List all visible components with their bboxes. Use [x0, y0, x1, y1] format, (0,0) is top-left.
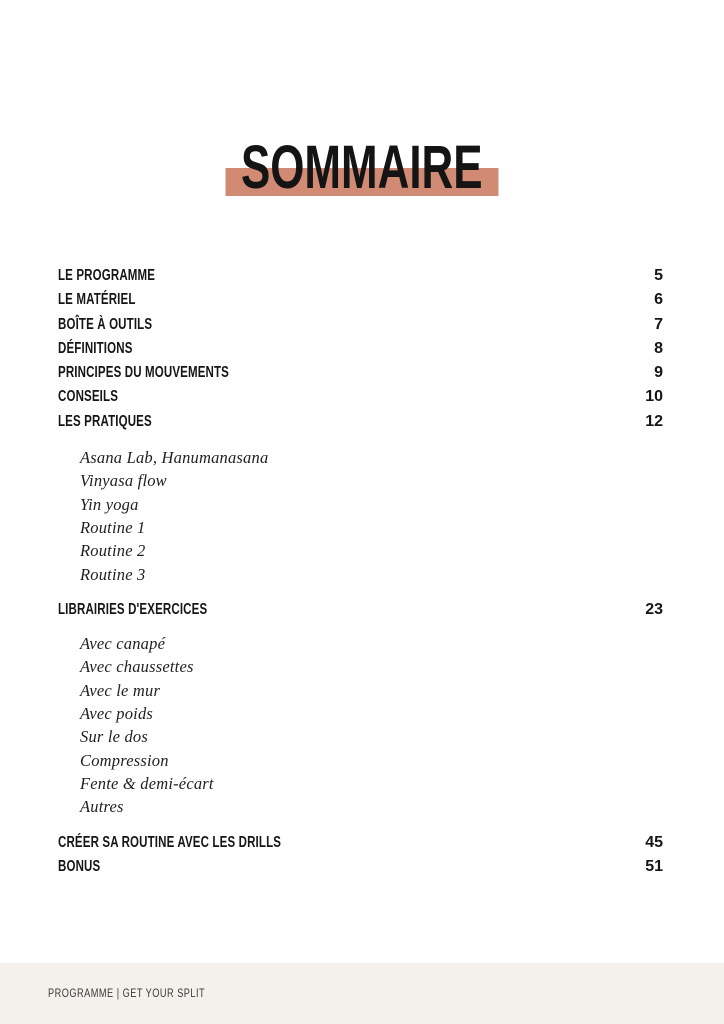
- toc-entry-le-materiel: [58, 288, 663, 312]
- toc-sub-item: Routine 1: [80, 517, 146, 537]
- toc-sub-item: Routine 2: [80, 541, 146, 561]
- toc-entry-label: LE MATÉRIEL: [58, 291, 136, 309]
- page-title: SOMMAIRE: [241, 133, 483, 201]
- toc-sub-item: Compression: [80, 750, 169, 770]
- toc-sub-item: Routine 3: [80, 564, 146, 584]
- toc-sub-item: Asana Lab, Hanumanasana: [80, 448, 269, 468]
- footer-bar: [0, 963, 724, 1024]
- toc-entry-label: BONUS: [58, 857, 101, 875]
- toc-sublist-exercices: [80, 632, 663, 818]
- toc-entry-page: 8: [654, 339, 663, 357]
- toc-sub-item: Sur le dos: [80, 727, 148, 747]
- toc-entry-label: CRÉER SA ROUTINE AVEC LES DRILLS: [58, 833, 282, 851]
- toc-entry-les-pratiques: [58, 410, 663, 434]
- toc-entry-librairies-d-exercices: [58, 598, 663, 622]
- toc-entry-page: 23: [645, 600, 663, 618]
- toc-sub-item: Avec le mur: [80, 680, 161, 700]
- toc-entry-page: 45: [645, 833, 663, 851]
- toc-entry-bonus: [58, 855, 663, 879]
- footer-text: PROGRAMME | GET YOUR SPLIT: [48, 987, 206, 1000]
- toc-sub-item: Vinyasa flow: [80, 471, 167, 491]
- toc-entry-label: LES PRATIQUES: [58, 412, 152, 430]
- toc-sub-item: Avec chaussettes: [80, 657, 194, 677]
- toc-sub-item: Avec poids: [80, 704, 154, 724]
- toc-entry-label: BOÎTE À OUTILS: [58, 315, 153, 333]
- toc-entry-label: CONSEILS: [58, 388, 119, 406]
- toc-sub-item: Avec canapé: [80, 634, 166, 654]
- toc-entry-page: 10: [645, 388, 663, 406]
- toc-entry-page: 6: [654, 291, 663, 309]
- toc-entry-conseils: [58, 385, 663, 409]
- toc-entry-page: 5: [654, 267, 663, 284]
- toc-sub-item: Yin yoga: [80, 494, 139, 514]
- toc-entry-creer-sa-routine: [58, 831, 663, 855]
- toc-entry-boite-a-outils: [58, 313, 663, 337]
- page-title-block: [0, 133, 724, 217]
- toc-entry-page: 7: [654, 315, 663, 333]
- toc-entry-label: PRINCIPES DU MOUVEMENTS: [58, 364, 230, 382]
- toc-entry-definitions: [58, 337, 663, 361]
- toc-entry-le-programme: [58, 264, 663, 288]
- table-of-contents: [58, 264, 663, 879]
- toc-entry-page: 12: [645, 412, 663, 430]
- toc-sub-item: Autres: [80, 797, 124, 817]
- toc-entry-page: 9: [654, 364, 663, 382]
- toc-sub-item: Fente & demi-écart: [80, 773, 214, 793]
- toc-entry-label: LE PROGRAMME: [58, 267, 156, 284]
- toc-entry-label: LIBRAIRIES D'EXERCICES: [58, 600, 208, 618]
- toc-entry-page: 51: [645, 857, 663, 875]
- toc-sublist-pratiques: [80, 446, 663, 586]
- toc-entry-label: DÉFINITIONS: [58, 339, 133, 357]
- toc-entry-principes-du-mouvements: [58, 361, 663, 385]
